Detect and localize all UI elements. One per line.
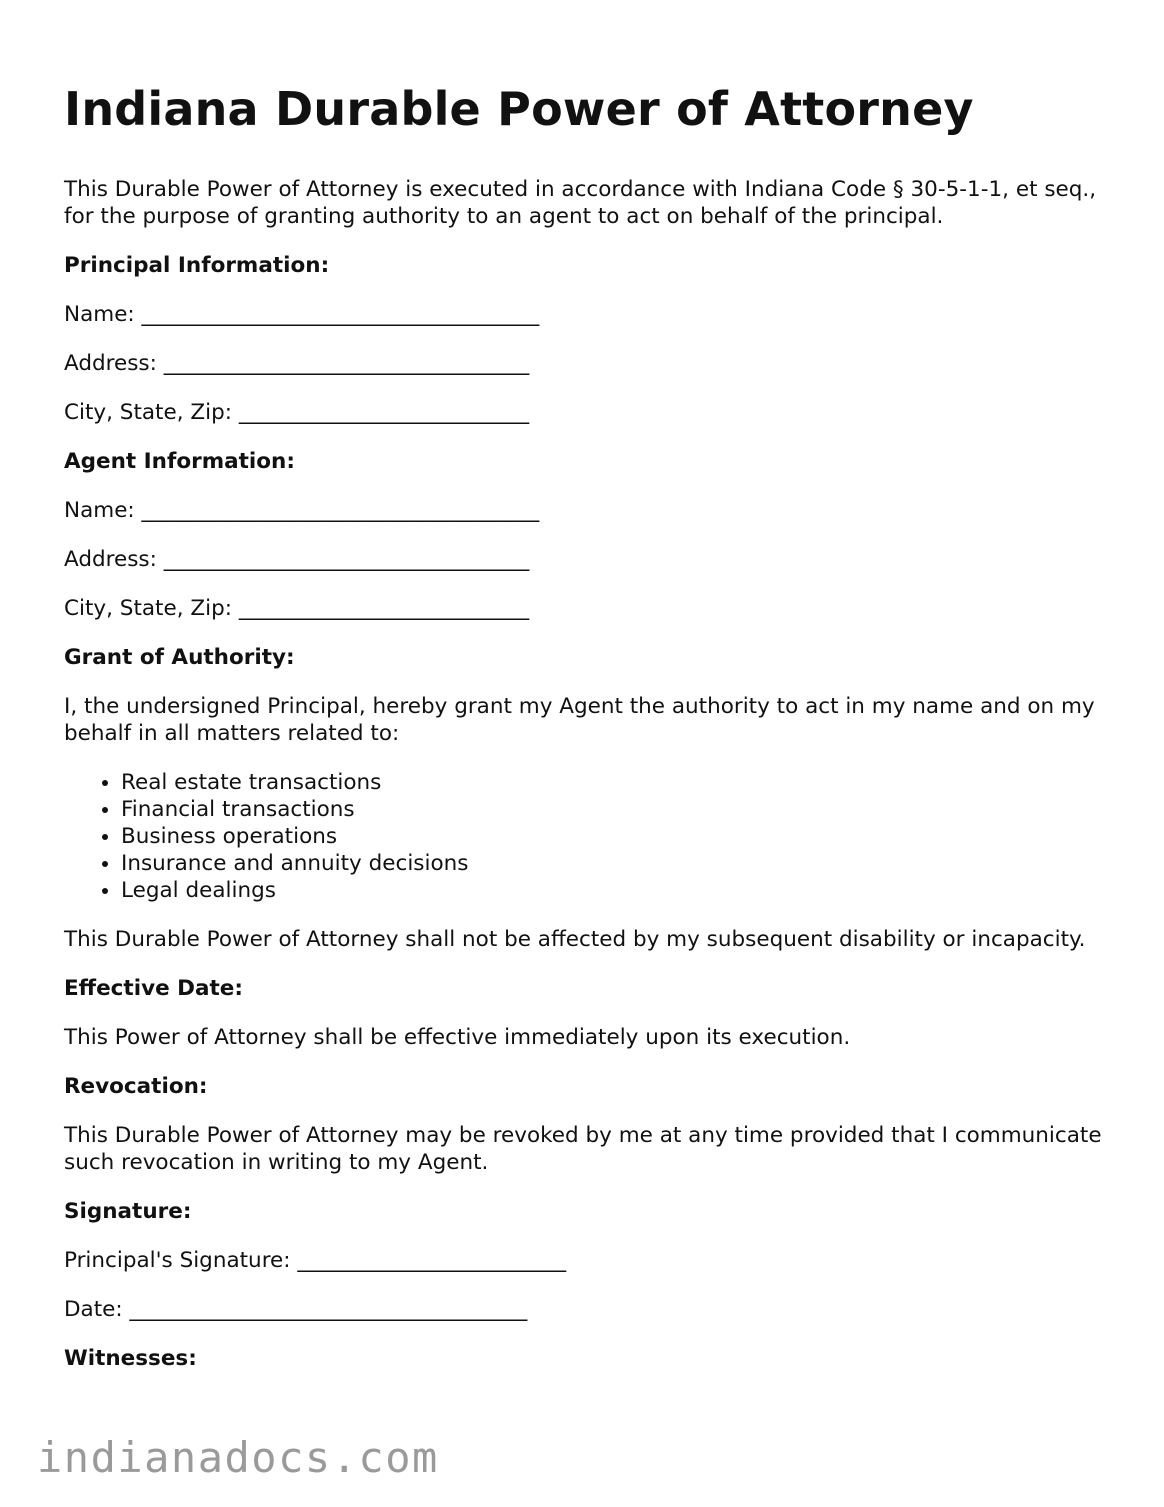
document-page (64, 76, 1104, 1394)
principal-city-field: City, State, Zip: ___________________________ (64, 400, 530, 425)
list-item: • Business operations (121, 823, 1104, 850)
authority-list (64, 769, 1104, 904)
list-item: • Real estate transactions (121, 769, 1104, 796)
effective-date-paragraph: This Power of Attorney shall be effective immediately upon its execution. (64, 1025, 851, 1050)
principal-signature-field: Principal's Signature: _________________________ (64, 1248, 567, 1273)
signature-date-field: Date: _____________________________________ (64, 1297, 528, 1322)
list-item: • Legal dealings (121, 877, 1104, 904)
agent-city-field: City, State, Zip: ___________________________ (64, 596, 530, 621)
witnesses-heading: Witnesses: (64, 1346, 197, 1371)
list-item: • Insurance and annuity decisions (121, 850, 1104, 877)
revocation-heading: Revocation: (64, 1074, 208, 1099)
watermark-text: indianadocs.com (37, 1433, 439, 1482)
agent-name-field: Name: _____________________________________ (64, 498, 540, 523)
list-item: • Financial transactions (121, 796, 1104, 823)
principal-name-field: Name: _____________________________________ (64, 302, 540, 327)
agent-heading: Agent Information: (64, 449, 295, 474)
grant-heading: Grant of Authority: (64, 645, 295, 670)
effective-date-heading: Effective Date: (64, 976, 243, 1001)
principal-address-field: Address: __________________________________ (64, 351, 530, 376)
agent-address-field: Address: __________________________________ (64, 547, 530, 572)
document-title: Indiana Durable Power of Attorney (64, 82, 974, 136)
principal-heading: Principal Information: (64, 253, 330, 278)
signature-heading: Signature: (64, 1199, 192, 1224)
durable-paragraph: This Durable Power of Attorney shall not be affected by my subsequent disability or incapacity. (64, 927, 1086, 952)
grant-paragraph: I, the undersigned Principal, hereby grant my Agent the authority to act in my name and on my behalf in all matters related to: (64, 694, 1095, 746)
revocation-paragraph: This Durable Power of Attorney may be revoked by me at any time provided that I communicate such revocation in writing to my Agent. (64, 1123, 1102, 1175)
intro-paragraph: This Durable Power of Attorney is executed in accordance with Indiana Code § 30-5-1-1, et seq., for the purpose of granting authority to an agent to act on behalf of the principal. (64, 177, 1097, 229)
